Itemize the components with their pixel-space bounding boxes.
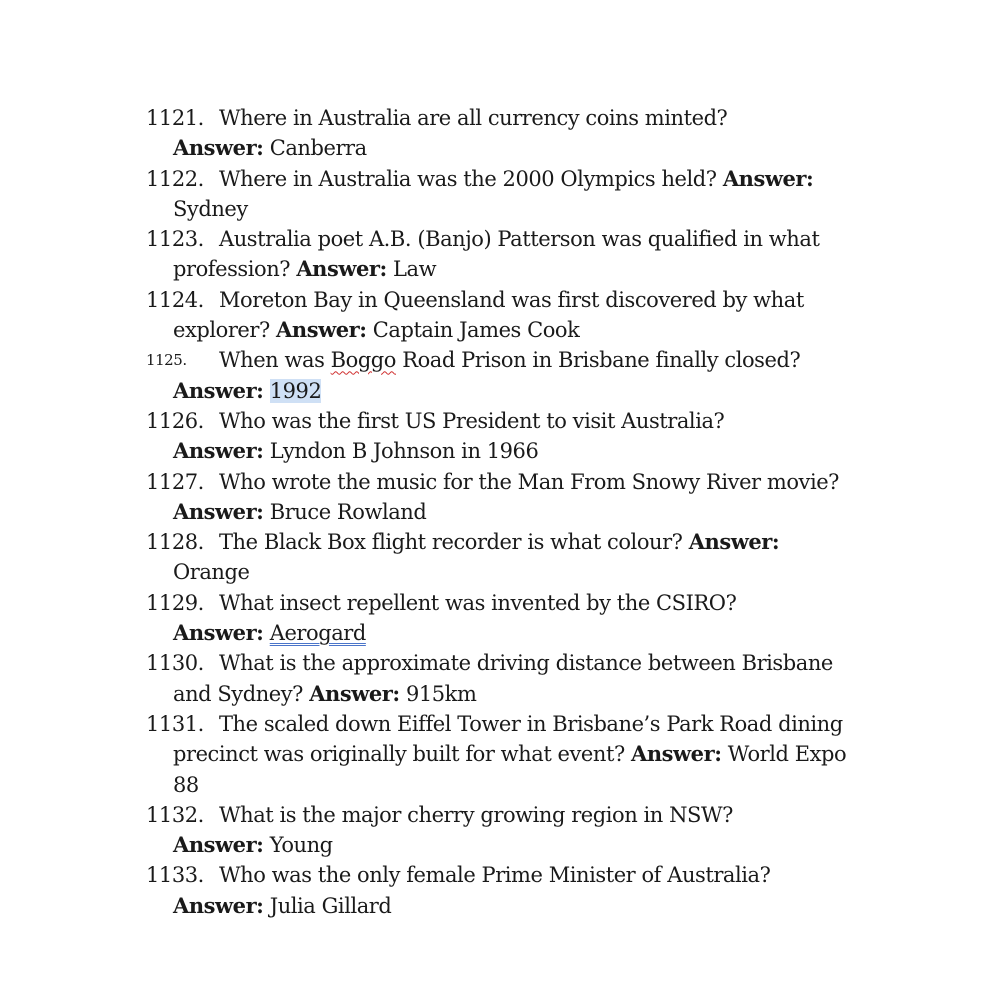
answer-label: Answer: xyxy=(173,832,264,858)
item-number: 1131. xyxy=(146,711,204,736)
question-text: What insect repellent was invented by the CSIRO? xyxy=(219,590,737,615)
question-text: Who wrote the music for the Man From Snowy River movie? xyxy=(219,469,839,494)
question-text: Where in Australia was the 2000 Olympics held? xyxy=(219,166,717,191)
answer-text: Young xyxy=(269,833,333,858)
item-number: 1132. xyxy=(146,802,204,827)
item-number: 1123. xyxy=(146,227,204,252)
question-text: Moreton Bay in Queensland was first discovered by what explorer? xyxy=(173,287,804,343)
answer-label: Answer: xyxy=(722,165,814,191)
answer-label: Answer: xyxy=(173,377,264,403)
question-text: Where in Australia are all currency coins minted? xyxy=(219,106,728,130)
item-number: 1121. xyxy=(146,106,204,130)
answer-text: Bruce Rowland xyxy=(269,499,427,524)
answer-label: Answer: xyxy=(173,438,264,464)
answer-label: Answer: xyxy=(173,892,264,918)
grammar-flagged-answer[interactable]: Aerogard xyxy=(269,621,366,646)
answer-label: Answer: xyxy=(173,135,264,161)
question-text: The Black Box flight recorder is what colour? xyxy=(219,530,683,555)
quiz-item[interactable] xyxy=(146,860,858,921)
quiz-item[interactable] xyxy=(146,709,858,800)
question-text: What is the major cherry growing region in NSW? xyxy=(219,802,733,827)
question-text: Who was the first US President to visit Australia? xyxy=(219,408,725,433)
quiz-item[interactable] xyxy=(146,164,858,225)
question-text: Australia poet A.B. (Banjo) Patterson was qualified in what profession? xyxy=(173,227,820,282)
item-number: 1122. xyxy=(146,166,204,191)
question-text: What is the approximate driving distance between Brisbane and Sydney? xyxy=(173,651,833,706)
answer-text: Sydney xyxy=(173,196,248,221)
item-number: 1124. xyxy=(146,287,204,312)
answer-text: Orange xyxy=(173,560,250,585)
quiz-item[interactable] xyxy=(146,800,858,861)
question-text: The scaled down Eiffel Tower in Brisbane’s Park Road dining precinct was originally built for what event? xyxy=(173,711,843,767)
answer-text: World Expo 88 xyxy=(173,742,847,797)
question-text-part: Road Prison in Brisbane finally closed? xyxy=(396,348,801,373)
item-number: 1128. xyxy=(146,530,204,555)
answer-text: 915km xyxy=(405,681,477,706)
item-number: 1127. xyxy=(146,469,204,494)
quiz-item[interactable] xyxy=(146,285,858,346)
quiz-item[interactable] xyxy=(146,527,858,588)
answer-label: Answer: xyxy=(688,529,780,555)
item-number: 1133. xyxy=(146,863,204,888)
answer-label: Answer: xyxy=(173,620,264,646)
answer-text: Canberra xyxy=(269,136,367,161)
item-number: 1125. xyxy=(146,351,187,370)
answer-text: Lyndon B Johnson in 1966 xyxy=(269,439,539,464)
selected-answer-text[interactable]: 1992 xyxy=(269,378,322,403)
quiz-item[interactable] xyxy=(146,467,858,528)
question-text-part: When was xyxy=(219,348,331,373)
quiz-item[interactable] xyxy=(146,224,858,285)
answer-text: Captain James Cook xyxy=(372,318,580,343)
answer-label: Answer: xyxy=(296,256,387,282)
answer-text: Julia Gillard xyxy=(269,893,392,918)
quiz-item[interactable] xyxy=(146,103,858,164)
question-text: Who was the only female Prime Minister of Australia? xyxy=(219,863,771,888)
item-number: 1130. xyxy=(146,651,204,676)
quiz-item[interactable] xyxy=(146,588,858,649)
item-number: 1126. xyxy=(146,408,204,433)
spelling-flagged-word[interactable]: Boggo xyxy=(330,348,396,373)
quiz-item[interactable] xyxy=(146,345,858,406)
quiz-item[interactable] xyxy=(146,406,858,467)
item-number: 1129. xyxy=(146,590,204,615)
answer-label: Answer: xyxy=(631,741,722,767)
answer-label: Answer: xyxy=(309,680,400,706)
answer-text: Law xyxy=(393,257,437,282)
quiz-item[interactable] xyxy=(146,648,858,709)
answer-label: Answer: xyxy=(173,498,264,524)
quiz-list xyxy=(146,103,858,921)
answer-label: Answer: xyxy=(276,317,367,343)
